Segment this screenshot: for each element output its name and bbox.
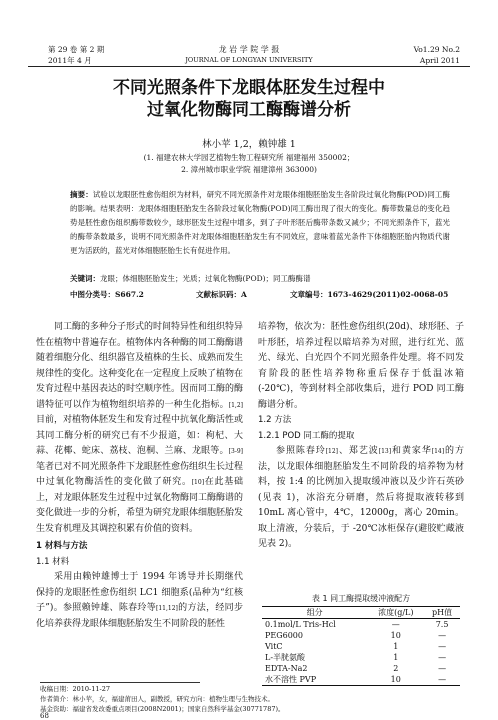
- section-1-2-heading: 1.2 方法: [258, 415, 292, 425]
- affiliation-1: (1. 福建农林大学园艺植物生物工程研究所 福建福州 350002；: [143, 153, 355, 162]
- section-1-heading: 1 材料与方法: [36, 541, 88, 551]
- footnote-rule: [40, 682, 200, 683]
- right-paragraph-1: 培养物，依次为：胚性愈伤组织(20d)、球形胚、子叶形胚，培养过程以暗培养为对照，进行红光、蓝光、绿光、白光四个不同光照条件处理。将不同发育阶段的胚性培养物称重后保存于低温冰箱(-20℃)，等到材料全部收集后，进行 POD 同工酶酶谱分析。: [258, 322, 464, 410]
- abstract-text: 试验以龙眼胚性愈伤组织为材料，研究不同光照条件对龙眼体细胞胚胎发生各阶段过氧化物酶(POD)同工酶的影响。结果表明：龙眼体细胞胚胎发生各阶段过氧化物酶(POD)同工酶出现了很大的变化。酶带数量总的变化趋势是胚性愈伤组织酶带数较少，球形胚发生过程中增多，到了子叶形胚后酶带条数又减少；不同光照条件下，蓝光的酶带条数最多，说明不同光照条件对龙眼体细胞胚胎发生有不同效应，意味着蓝光条件下体细胞胚胎内物质代谢更为活跃的，蓝光对体细胞胚胎生长有促进作用。: [70, 190, 451, 255]
- header-rule: [28, 66, 470, 67]
- table-row: PEG6000 10 —: [265, 631, 447, 640]
- table-row: 水不溶性 PVP 10 —: [262, 674, 460, 686]
- table-1-caption: 表 1 同工酶提取缓冲液配方: [311, 594, 411, 603]
- keywords-label: 关键词：: [70, 274, 100, 283]
- table-1: [262, 606, 460, 686]
- article-number: 文章编号：1673-4629(2011)02-0068-05: [290, 290, 449, 299]
- abstract: [70, 188, 450, 258]
- keywords-text: 龙眼；体细胞胚胎发生；光质；过氧化物酶(POD)；同工酶酶谱: [100, 274, 311, 283]
- table-header-row: [262, 607, 460, 619]
- pod-extraction-paragraph: 参照陈春玲[12]、郑艺波[13]和黄家华[14]的方法，以龙眼体细胞胚胎发生不同阶段的培养物为材料，按 1:4 的比例加入提取缓冲液以及少许石英砂(见表 1)，冰浴充分研磨，然后将提取液转移到 10mL 离心管中，4℃，12000g，离心 20min。取上清液，分装后，于 -20℃冰柜保存(避胶贮藏液见表 2)。: [258, 446, 464, 549]
- table-row: 0.1mol/L Tris-Hcl — 7.5: [265, 620, 449, 629]
- table-row: L-半胱氨酸 1 —: [265, 653, 447, 662]
- table-header-component: 组分: [262, 607, 367, 619]
- footnote-received: 收稿日期：2010-11-27: [40, 685, 110, 693]
- document-code: 文献标识码：A: [196, 290, 247, 299]
- authors: 林小苹 1,2，赖钟雄 1: [202, 139, 296, 150]
- keywords: [70, 273, 311, 284]
- volume-issue-en: Vo1.29 No.2: [413, 45, 460, 54]
- affiliation-2: 2. 漳州城市职业学院 福建漳州 363000): [181, 165, 317, 174]
- table-row: VitC 1 —: [265, 642, 447, 651]
- section-1-2-1-heading: 1.2.1 POD 同工酶的提取: [258, 430, 355, 441]
- left-column: [36, 320, 243, 632]
- footnote-funding: 基金资助：福建省发改委重点项目(2008N2001)；国家自然科学基金(30771787)。: [40, 705, 285, 713]
- materials-paragraph: 采用由赖钟雄博士于 1994 年诱导并长期继代保持的龙眼胚性愈伤组织 LC1 细胞系(品种为“红核子”)。参照赖钟雄、陈春玲等[11,12]的方法，经同步化培养获得龙眼体细胞胚胎发生不同阶段的胚性: [36, 572, 243, 629]
- table-header-concentration: 浓度(g/L): [367, 607, 424, 619]
- abstract-label: 摘要：: [70, 190, 93, 199]
- article-title-line2: 过氧化物酶同工酶酶谱分析: [147, 100, 351, 120]
- intro-paragraph: 同工酶的多种分子形式的时间特异性和组织特异性在植物中普遍存在。植物体内各种酶的同工酶酶谱随着细胞分化、组织器官及植株的生长、成熟而发生规律性的变化。这种变化在一定程度上反映了植物在发育过程中基因表达的时空顺序性。因而同工酶的酶谱特征可以作为植物组织培养的一种生化指标。[1,2]目前，对植物体胚发生和发育过程中抗氧化酶活性或其同工酶分析的研究已有不少报道，如：枸杞、大蒜、花椰、蛇床、荔枝、泡桐、兰麻、龙眼等。[3-9]笔者已对不同光照条件下龙眼胚性愈伤组织生长过程中过氧化物酶活性的变化做了研究。[10]在此基础上，对龙眼体胚发生过程中过氧化物酶同工酶酶谱的变化做进一步的分析，希望为研究龙眼体细胞胚胎发生发育机理及其调控积累有价值的资料。: [36, 322, 244, 534]
- article-title-line1: 不同光照条件下龙眼体胚发生过程中: [113, 78, 385, 98]
- section-1-1-heading: 1.1 材料: [36, 556, 70, 567]
- journal-title-en: JOURNAL OF LONGYAN UNIVERSITY: [185, 56, 313, 64]
- journal-title-cn: 龙 岩 学 院 学 报: [218, 45, 280, 54]
- footnote-author: 作者简介：林小苹，女，福建莆田人，副教授，研究方向：植物生理与生物技术。: [40, 695, 274, 703]
- volume-issue-cn: 第 29 卷 第 2 期: [48, 45, 105, 54]
- table-header-ph: pH值: [424, 607, 460, 619]
- date-en: April 2011: [419, 56, 460, 65]
- clc-number: 中图分类号：S667.2: [70, 290, 144, 299]
- page-number: 68: [40, 712, 49, 720]
- date-cn: 2011年 4 月: [48, 56, 92, 65]
- table-row: EDTA-Na2 2 —: [265, 664, 447, 673]
- right-column: [258, 320, 464, 553]
